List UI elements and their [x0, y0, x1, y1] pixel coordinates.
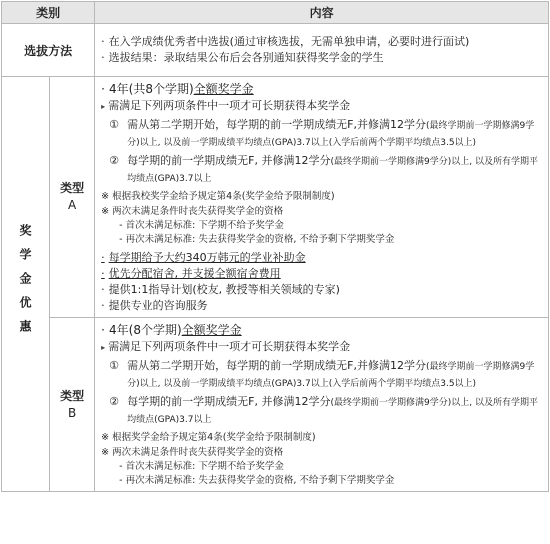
type-a-condition-2-text-b: (最终学期前一学期修满9学分)以上, 以及所有学期平均绩点(GPA)3.7以上 — [127, 157, 538, 184]
type-a-title — [101, 80, 542, 98]
type-b-condition-1-text-a: 需从第二学期开始，每学期的前一学期成绩无F,并修满12学分 — [127, 359, 426, 372]
type-a-label — [50, 77, 95, 318]
type-b-row — [2, 318, 549, 492]
type-b-condition-2 — [109, 394, 542, 428]
type-a-condition-2-text-a: 每学期的前一学期成绩无F, 并修满12学分 — [127, 154, 331, 167]
table-header-row — [2, 2, 549, 24]
type-a-extra-4: · 提供专业的咨询服务 — [101, 298, 542, 314]
type-b-condition-2-text-b: (最终学期前一学期修满9学分)以上, 以及所有学期平均绩点(GPA)3.7以上 — [127, 398, 538, 425]
selection-label: 选拔方法 — [2, 24, 95, 77]
type-b-requirement: ▸ 需满足下列两项条件中一项才可长期获得本奖学金 — [101, 339, 542, 356]
type-a-extra-1: · 每学期给予大约340万韩元的学业补助金 — [101, 250, 542, 266]
type-a-note-1: ※ 根据我校奖学金给予规定第4条(奖学金给予限制制度) — [101, 191, 335, 202]
type-a-sub-1: - 首次未满足标准: 下学期不给予奖学金 — [119, 220, 284, 231]
type-b-condition-1-text-b: (最终学期前一学期修满9学分)以上, 以及前一学期成绩平均绩点(GPA)3.7以上 — [127, 362, 535, 389]
type-b-title-underlined: 全额奖学金 — [181, 323, 242, 337]
selection-item-1: · 在入学成绩优秀者中选拔(通过审核选拔，无需单独申请，必要时进行面试) — [101, 34, 542, 50]
type-a-note-2: ※ 两次未满足条件时丧失获得奖学金的资格 — [101, 206, 284, 217]
type-b-note-1: ※ 根据奖学金给予规定第4条(奖学金给予限制制度) — [101, 432, 316, 443]
type-a-title-underlined: 全额奖学金 — [193, 82, 254, 96]
type-a-sub-2: - 再次未满足标准: 失去获得奖学金的资格, 不给予剩下学期奖学金 — [119, 234, 395, 245]
type-b-sub-1: - 首次未满足标准: 下学期不给予奖学金 — [119, 461, 284, 472]
type-b-condition-1 — [109, 358, 542, 392]
type-a-requirement: ▸ 需满足下列两项条件中一项才可长期获得本奖学金 — [101, 98, 542, 115]
selection-item-2: · 选拔结果：录取结果公布后会各别通知获得奖学金的学生 — [101, 50, 542, 66]
type-b-content — [95, 318, 549, 492]
type-a-condition-1-text-b: (最终学期前一学期修满9学分)以上, 以及前一学期成绩平均绩点(GPA)3.7以上 — [127, 121, 535, 148]
type-b-condition-1-number: ① — [109, 359, 120, 372]
scholarship-table-wrapper — [1, 1, 549, 542]
type-b-condition-1-text-c: (入学后前两个学期平均绩点3.5以上) — [328, 379, 477, 389]
type-a-condition-2-number: ② — [109, 154, 120, 167]
scholarship-category-cell — [2, 77, 50, 492]
header-category: 类别 — [2, 2, 95, 24]
type-b-note-2: ※ 两次未满足条件时丧失获得奖学金的资格 — [101, 447, 284, 458]
header-content: 内容 — [95, 2, 549, 24]
type-a-condition-1-text-c: (入学后前两个学期平均绩点3.5以上) — [328, 138, 477, 148]
scholarship-category-label: 奖学金优惠 — [18, 224, 33, 344]
type-a-label-line2: A — [68, 198, 77, 212]
type-a-extra-3: · 提供1:1指导计划(校友, 教授等相关领域的专家) — [101, 282, 542, 298]
type-b-condition-2-text-a: 每学期的前一学期成绩无F, 并修满12学分 — [127, 395, 331, 408]
scholarship-table — [1, 1, 549, 492]
type-a-condition-1-number: ① — [109, 118, 120, 131]
selection-row — [2, 24, 549, 77]
type-b-condition-2-number: ② — [109, 395, 120, 408]
type-b-label — [50, 318, 95, 492]
type-b-label-line2: B — [68, 405, 77, 420]
type-b-title-prefix: 4年(8个学期) — [109, 323, 182, 337]
type-a-row — [2, 77, 549, 318]
type-b-label-line1: 类型 — [60, 388, 85, 403]
type-a-condition-1 — [109, 117, 542, 151]
type-a-extra-2: · 优先分配宿舍, 并支援全额宿舍费用 — [101, 266, 542, 282]
type-a-condition-1-text-a: 需从第二学期开始，每学期的前一学期成绩无F,并修满12学分 — [127, 118, 426, 131]
type-a-label-line1: 类型 — [60, 181, 85, 195]
type-b-title — [101, 321, 542, 339]
type-a-content — [95, 77, 549, 318]
type-b-sub-2: - 再次未满足标准: 失去获得奖学金的资格, 不给予剩下学期奖学金 — [119, 475, 395, 486]
type-a-condition-2 — [109, 153, 542, 187]
selection-content — [95, 24, 549, 77]
type-a-title-prefix: 4年(共8个学期) — [109, 82, 194, 96]
